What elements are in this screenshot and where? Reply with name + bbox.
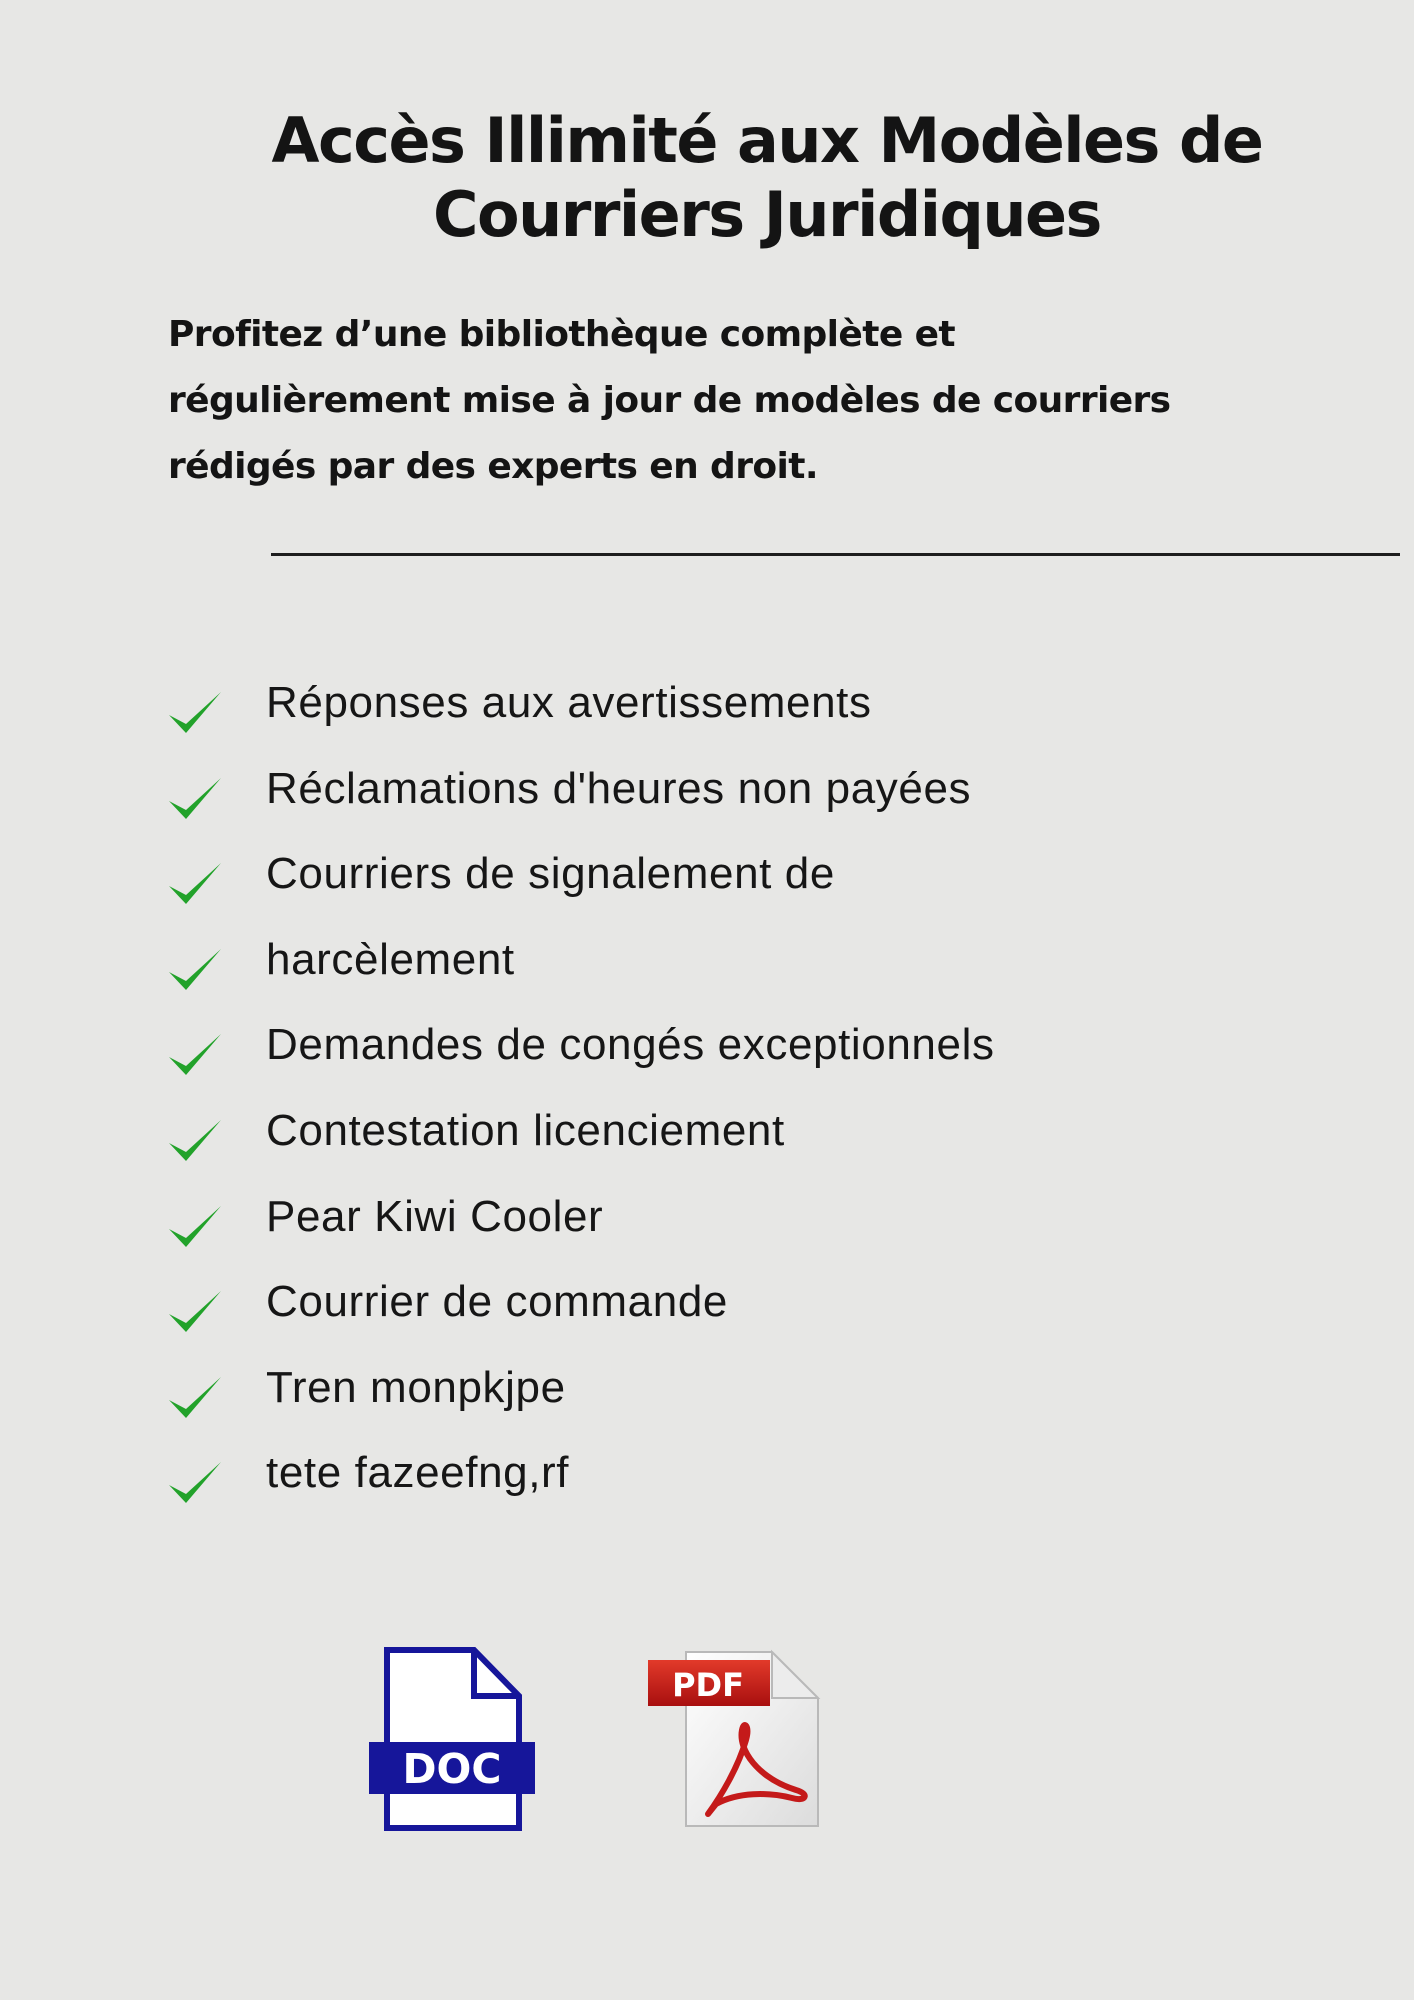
feature-text: Pear Kiwi Cooler	[266, 1191, 604, 1241]
feature-text: Courriers de signalement de	[266, 849, 835, 899]
check-icon	[166, 1030, 224, 1080]
title-line-1: Accès Illimité aux Modèles de	[271, 104, 1263, 177]
check-icon	[166, 774, 224, 824]
title-line-2: Courriers Juridiques	[433, 178, 1101, 251]
feature-text: Réclamations d'heures non payées	[266, 763, 972, 813]
subtitle-line-2: régulièrement mise à jour de modèles de courriers	[168, 380, 1171, 421]
check-icon	[166, 688, 224, 738]
feature-text: tete fazeefng,rf	[266, 1448, 570, 1498]
subtitle-line-3: rédigés par des experts en droit.	[168, 446, 818, 487]
feature-item	[0, 1353, 1414, 1439]
feature-text: Courrier de commande	[266, 1277, 728, 1327]
feature-text: Contestation licenciement	[266, 1105, 785, 1155]
feature-item	[0, 1438, 1414, 1524]
page-title	[200, 104, 1334, 252]
feature-item	[0, 1182, 1414, 1268]
feature-item	[0, 839, 1414, 925]
pdf-file-icon	[646, 1646, 822, 1832]
feature-item	[0, 668, 1414, 754]
check-icon	[166, 1287, 224, 1337]
doc-label: DOC	[402, 1745, 502, 1793]
feature-item	[0, 925, 1414, 1011]
check-icon	[166, 1458, 224, 1508]
check-icon	[166, 1116, 224, 1166]
feature-text: Réponses aux avertissements	[266, 678, 872, 727]
feature-text: Tren monpkjpe	[266, 1362, 566, 1412]
subtitle-line-1: Profitez d’une bibliothèque complète et	[168, 314, 956, 355]
feature-item	[0, 1096, 1414, 1182]
check-icon	[166, 1373, 224, 1423]
check-icon	[166, 859, 224, 909]
doc-file-icon	[366, 1646, 538, 1832]
check-icon	[166, 945, 224, 995]
feature-item	[0, 754, 1414, 840]
feature-list	[0, 668, 1414, 1524]
subtitle	[168, 302, 1378, 500]
divider	[271, 553, 1400, 556]
check-icon	[166, 1202, 224, 1252]
feature-item	[0, 1267, 1414, 1353]
feature-text: Demandes de congés exceptionnels	[266, 1020, 995, 1070]
feature-item	[0, 1010, 1414, 1096]
pdf-label: PDF	[672, 1666, 744, 1704]
feature-text: harcèlement	[266, 934, 515, 984]
